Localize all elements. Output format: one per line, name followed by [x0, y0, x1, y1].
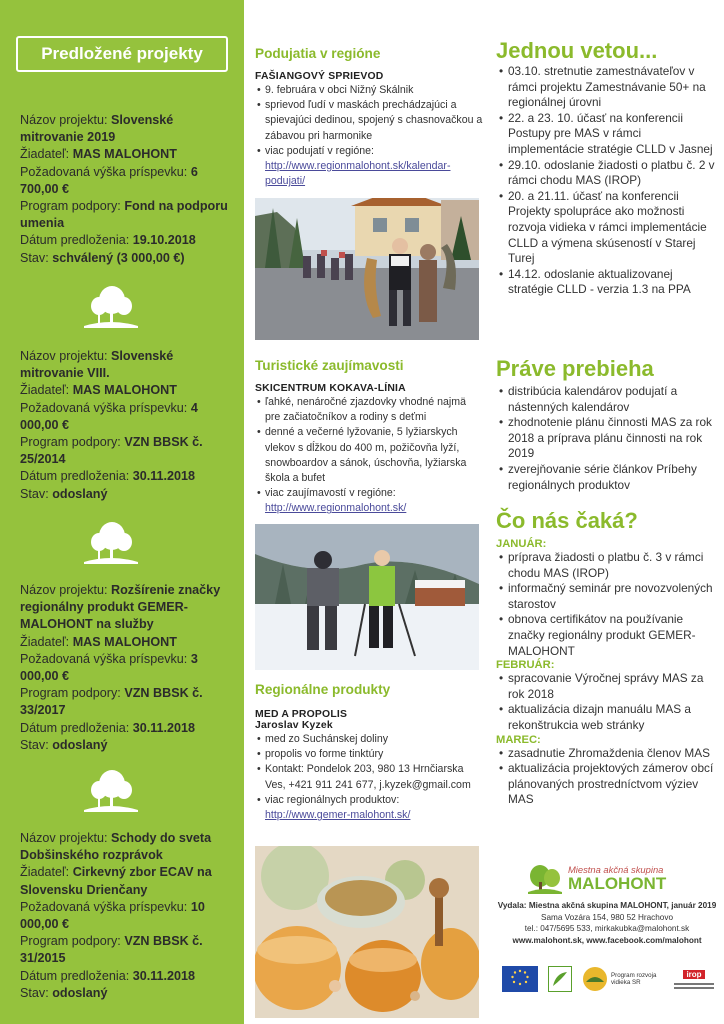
products-title: Regionálne produkty — [255, 682, 391, 697]
applicant-label: Žiadateľ: — [20, 383, 73, 398]
list-item: • propolis vo forme tinktúry — [255, 747, 483, 762]
march-list — [496, 746, 718, 808]
february-list — [496, 671, 718, 733]
program: VZN BBSK č. 31/2015 — [20, 934, 203, 966]
list-item: • informačný seminár pre novozvolených starostov — [496, 581, 718, 612]
date-label: Dátum predloženia: — [20, 233, 133, 248]
project-name: Rozšírenie značky regionálny produkt GEMER-MALOHONT na služby — [20, 583, 221, 632]
contact-line: tel.: 047/5695 533, mirkakubka@malohont.sk — [524, 924, 690, 934]
news-list — [496, 64, 718, 298]
amount-label: Požadovaná výška príspevku: — [20, 164, 191, 179]
list-item: • príprava žiadosti o platbu č. 3 v rámci chodu MAS (IROP) — [496, 550, 718, 581]
upcoming-section — [496, 508, 718, 808]
tourist-section — [255, 358, 483, 517]
tree-icon — [82, 518, 140, 564]
events-subtitle: FAŠIANGOVÝ SPRIEVOD — [255, 71, 384, 82]
applicant: MAS MALOHONT — [72, 634, 177, 649]
list-item: • 22. a 23. 10. účasť na konferencii Postupy pre MAS v rámci implementácie stratégie CLLD v Jasnej — [496, 111, 718, 158]
status: odoslaný — [52, 486, 108, 501]
project-2 — [20, 348, 232, 503]
tourist-list — [255, 395, 483, 517]
project-name: Slovenské mitrovanie 2019 — [20, 113, 174, 145]
status: odoslaný — [52, 737, 108, 752]
list-item: • med zo Suchánskej doliny — [255, 732, 483, 747]
amount-label: Požadovaná výška príspevku: — [20, 651, 191, 666]
amount: 6 700,00 € — [20, 164, 198, 196]
list-item — [255, 793, 483, 823]
logo-main-text: MALOHONT — [568, 874, 667, 893]
program: VZN BBSK č. 33/2017 — [20, 686, 203, 718]
date: 30.11.2018 — [132, 469, 196, 484]
applicant: MAS MALOHONT — [72, 383, 177, 398]
month-january: JANUÁR: — [496, 538, 547, 550]
date: 30.11.2018 — [132, 720, 196, 735]
list-item: • denné a večerné lyžovanie, 5 lyžiarskych vlekov s dĺžkou do 400 m, požičovňa lyží, snowboardov a sánok, úschovňa, lyžiarska škola a bufet — [255, 425, 483, 486]
program: VZN BBSK č. 25/2014 — [20, 435, 203, 467]
date-label: Dátum predloženia: — [20, 968, 133, 983]
products-section — [255, 682, 483, 823]
applicant: Cirkevný zbor ECAV na Slovensku Drienčany — [20, 865, 212, 897]
projects-title-box — [16, 36, 228, 72]
projects-title: Predložené projekty — [41, 44, 203, 63]
products-subtitle: MED A PROPOLIS — [255, 709, 348, 720]
rural-program-text: Program rozvoja vidieka SR — [611, 972, 657, 986]
project-4 — [20, 830, 232, 1002]
status: schválený (3 000,00 €) — [52, 250, 185, 265]
ski-photo — [255, 524, 479, 670]
tree-icon — [82, 282, 140, 328]
month-february: FEBRUÁR: — [496, 659, 555, 672]
applicant-label: Žiadateľ: — [20, 865, 73, 880]
news-section — [496, 38, 718, 298]
malohont-logo — [528, 862, 688, 896]
list-item: • Kontakt: Pondelok 203, 980 13 Hrnčiarska Ves, +421 911 241 677, j.kyzek@gmail.com — [255, 762, 483, 792]
irop-logo — [672, 964, 716, 994]
list-item: • obnova certifikátov na používanie značky regionálny produkt GEMER-MALOHONT — [496, 612, 718, 659]
products-link[interactable]: http://www.gemer-malohont.sk/ — [265, 809, 411, 822]
status: odoslaný — [52, 985, 108, 1000]
list-item: • ľahké, nenáročné zjazdovky vhodné najmä pre začiatočníkov a rodiny s deťmi — [255, 395, 483, 425]
eu-flag-icon — [502, 966, 538, 992]
project-name: Schody do sveta Dobšinského rozprávok — [20, 831, 212, 863]
news-title: Jednou vetou... — [496, 38, 658, 63]
rural-program-logo — [582, 964, 668, 994]
applicant-label: Žiadateľ: — [20, 634, 73, 649]
events-section — [255, 46, 483, 189]
project-name: Slovenské mitrovanie VIII. — [20, 349, 174, 381]
web-line[interactable]: www.malohont.sk, www.facebook.com/malohont — [512, 935, 702, 945]
list-item: • 29.10. odoslanie žiadosti o platbu č. 2 v rámci chodu MAS (IROP) — [496, 158, 718, 189]
irop-logo-line — [674, 983, 714, 985]
list-item: • zverejňovanie série článkov Príbehy regionálnych produktov — [496, 462, 718, 493]
amount: 10 000,00 € — [20, 899, 205, 932]
list-item-text: viac zaujímavostí v regióne: — [265, 487, 396, 500]
amount-label: Požadovaná výška príspevku: — [20, 899, 191, 914]
list-item: • distribúcia kalendárov podujatí a nástenných kalendárov — [496, 384, 718, 415]
list-item — [255, 486, 483, 516]
program: Fond na podporu umenia — [20, 199, 228, 231]
project-1 — [20, 112, 232, 267]
publisher-line: Vydala: Miestna akčná skupina MALOHONT, január 2019 — [497, 901, 717, 910]
tourist-subtitle: SKICENTRUM KOKAVA-LÍNIA — [255, 383, 406, 394]
ongoing-list — [496, 384, 718, 493]
list-item: • zhodnotenie plánu činnosti MAS za rok 2018 a príprava plánu činnosti na rok 2019 — [496, 415, 718, 462]
amount: 3 000,00 € — [20, 651, 198, 684]
list-item — [255, 144, 483, 190]
applicant: MAS MALOHONT — [72, 147, 177, 162]
address-line: Sama Vozára 154, 980 52 Hrachovo — [541, 912, 673, 922]
leader-logo-icon — [548, 966, 572, 992]
applicant-label: Žiadateľ: — [20, 147, 73, 162]
events-title: Podujatia v regióne — [255, 46, 381, 61]
status-label: Stav: — [20, 250, 53, 265]
status-label: Stav: — [20, 486, 53, 501]
month-march: MAREC: — [496, 733, 541, 746]
amount: 4 000,00 € — [20, 400, 198, 432]
date: 19.10.2018 — [132, 233, 196, 248]
irop-logo-text: irop — [683, 970, 704, 979]
program-label: Program podpory: — [20, 686, 125, 701]
program-label: Program podpory: — [20, 199, 125, 214]
list-item: • spracovanie Výročnej správy MAS za rok 2018 — [496, 671, 718, 702]
events-link[interactable]: http://www.regionmalohont.sk/kalendar-podujati/ — [265, 160, 451, 188]
upcoming-title: Čo nás čaká? — [496, 508, 638, 533]
publisher-info — [494, 900, 720, 946]
products-person: Jaroslav Kyzek — [255, 720, 333, 731]
list-item: • aktualizácia dizajn manuálu MAS a rekonštrukcia web stránky — [496, 702, 718, 733]
list-item: • aktualizácia projektových zámerov obcí plánovaných prostredníctvom výziev MAS — [496, 761, 718, 808]
events-list — [255, 83, 483, 189]
logo-tree-icon — [528, 864, 562, 894]
list-item-text: viac podujatí v regióne: — [265, 144, 374, 157]
project-name-label: Názov projektu: — [20, 831, 111, 845]
project-name-label: Názov projektu: — [20, 113, 111, 127]
january-list — [496, 550, 718, 659]
date: 30.11.2018 — [132, 968, 196, 983]
status-label: Stav: — [20, 985, 53, 1000]
status-label: Stav: — [20, 737, 53, 752]
list-item: • 20. a 21.11. účasť na konferencii Projekty spolupráce ako možnosti rozvoja vidieka v rámci implementácie CLLD a výmena skúseností v Starej Turej — [496, 189, 718, 267]
tourist-link[interactable]: http://www.regionmalohont.sk/ — [265, 502, 407, 515]
products-list — [255, 732, 483, 823]
list-item: • 03.10. stretnutie zamestnávateľov v rámci projektu Zamestnávanie 50+ na regionálnej úrovni — [496, 64, 718, 111]
honey-photo — [255, 846, 479, 1018]
list-item: • 14.12. odoslanie aktualizovanej stratégie CLLD - verzia 1.3 na PPA — [496, 267, 718, 298]
program-label: Program podpory: — [20, 435, 125, 450]
irop-logo-line — [674, 987, 714, 989]
list-item: • 9. februára v obci Nižný Skálnik — [255, 83, 483, 98]
project-name-label: Názov projektu: — [20, 583, 111, 597]
amount-label: Požadovaná výška príspevku: — [20, 400, 191, 415]
date-label: Dátum predloženia: — [20, 469, 133, 484]
logo-top-text: Miestna akčná skupina — [568, 864, 664, 875]
rural-program-icon — [582, 966, 608, 992]
program-label: Program podpory: — [20, 934, 125, 949]
list-item: • zasadnutie Zhromaždenia členov MAS — [496, 746, 718, 762]
date-label: Dátum predloženia: — [20, 720, 133, 735]
list-item: • sprievod ľudí v maskách prechádzajúci a spievajúci dedinou, spojený s chasnovačkou a zábavou pri harmonike — [255, 98, 483, 144]
project-3 — [20, 582, 232, 754]
ongoing-title: Práve prebieha — [496, 356, 654, 381]
list-item-text: viac regionálnych produktov: — [265, 793, 400, 806]
tourist-title: Turistické zaujímavosti — [255, 358, 404, 373]
ongoing-section — [496, 356, 718, 493]
carnival-photo — [255, 198, 479, 340]
project-name-label: Názov projektu: — [20, 349, 111, 363]
tree-icon — [82, 766, 140, 812]
